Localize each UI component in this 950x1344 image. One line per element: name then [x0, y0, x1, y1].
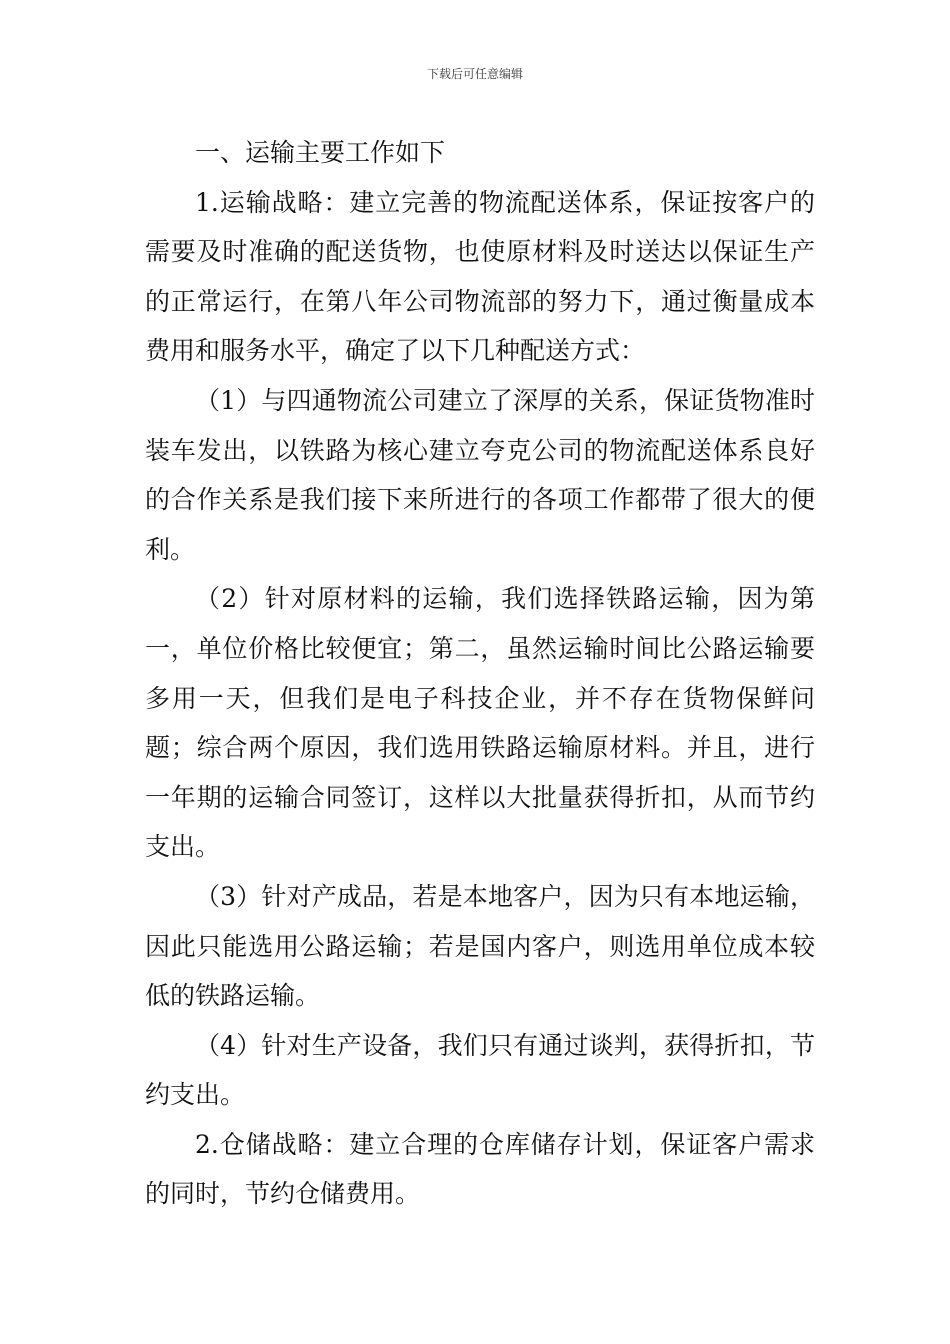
section-heading: 一、运输主要工作如下: [195, 138, 446, 167]
paragraph-storage-strategy: 2.仓储战略：建立合理的仓库储存计划，保证客户需求的同时，节约仓储费用。: [145, 1129, 815, 1209]
paragraph-item-4: （4）针对生产设备，我们只有通过谈判，获得折扣，节约支出。: [145, 1030, 815, 1110]
paragraph-item-2: （2）针对原材料的运输，我们选择铁路运输，因为第一，单位价格比较便宜；第二，虽然运输时间比公路运输要多用一天，但我们是电子科技企业，并不存在货物保鲜问题；综合两个原因，我们选用铁路运输原材料。并且，进行一年期的运输合同签订，这样以大批量获得折扣，从而节约支出。: [145, 584, 815, 862]
paragraph-item-3: （3）针对产成品，若是本地客户，因为只有本地运输，因此只能选用公路运输；若是国内客户，则选用单位成本较低的铁路运输。: [145, 881, 815, 1011]
paragraph-transport-strategy: 1.运输战略：建立完善的物流配送体系，保证按客户的需要及时准确的配送货物，也使原材料及时送达以保证生产的正常运行，在第八年公司物流部的努力下，通过衡量成本费用和服务水平，确定了以下几种配送方式：: [145, 187, 815, 366]
paragraph-item-1: （1）与四通物流公司建立了深厚的关系，保证货物准时装车发出，以铁路为核心建立夸克公司的物流配送体系良好的合作关系是我们接下来所进行的各项工作都带了很大的便利。: [145, 385, 815, 564]
page-header: 下载后可任意编辑: [426, 67, 523, 81]
document-body: [145, 128, 815, 1219]
